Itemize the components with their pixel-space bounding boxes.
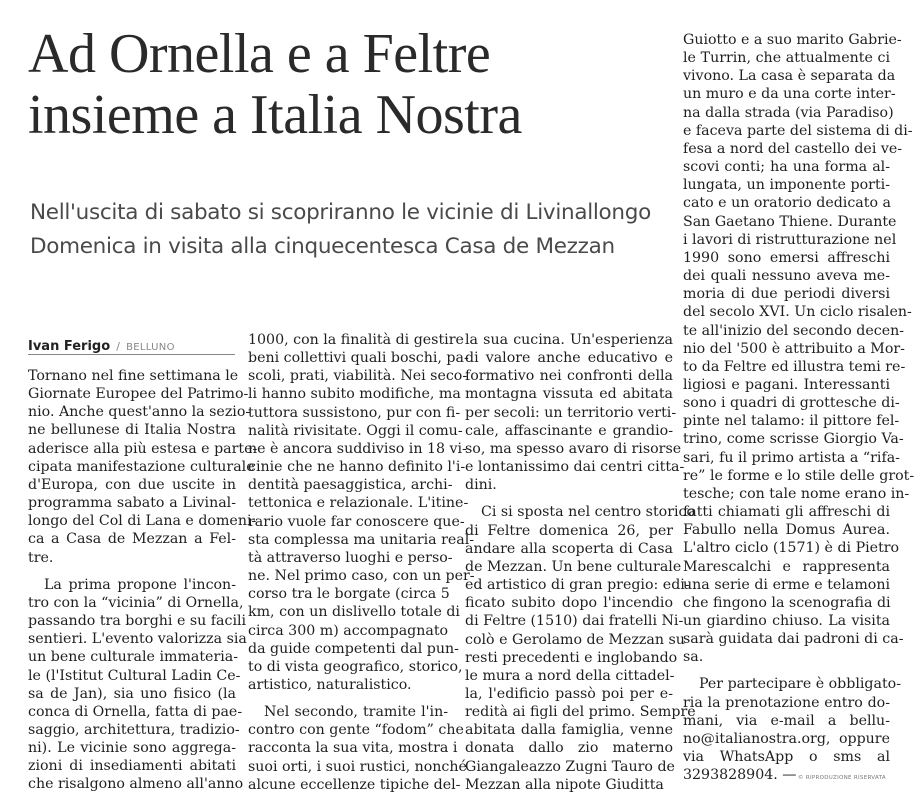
text-line: programma sabato a Livinal- <box>28 495 236 512</box>
text-line: che fingono la scenografia di <box>683 594 891 611</box>
text-line: ne. Nel primo caso, con un per- <box>248 568 475 585</box>
text-line: un bene culturale immateria- <box>28 649 239 666</box>
text-line: na dalla strada (via Paradiso) <box>683 104 894 121</box>
text-line: di Feltre domenica 26, per <box>465 522 673 539</box>
text-line: 3293828904. — <box>683 767 797 784</box>
text-line: di valore anche educativo e <box>465 350 673 367</box>
byline <box>28 339 175 354</box>
byline-location: BELLUNO <box>126 342 175 353</box>
text-line: ligiosi e pagani. Interessanti <box>683 376 890 393</box>
text-line: nio del '500 è attribuito a Mor- <box>683 340 905 357</box>
paragraph-gap <box>683 666 890 675</box>
text-line: che risalgono almeno all'anno <box>28 776 244 793</box>
author-name: Ivan Ferigo <box>28 339 111 354</box>
text-line: dei quali nessuno aveva me- <box>683 268 890 285</box>
text-line: del secolo XVI. Un ciclo risalen- <box>683 304 912 321</box>
text-line: scoli, prati, viabilità. Nei seco- <box>248 368 468 385</box>
text-line: so, ma spesso avaro di risorse <box>465 440 682 457</box>
text-line: La prima propone l'incon- <box>44 576 236 593</box>
text-line: alcune eccellenze tipiche del- <box>248 776 461 793</box>
headline-line-1: Ad Ornella e a Feltre <box>28 23 491 85</box>
text-line: 1990 sono emersi affreschi <box>683 249 890 266</box>
text-line: le (l'Istitut Cultural Ladin Ce- <box>28 667 241 684</box>
text-line: formativo nei confronti della <box>465 368 673 385</box>
text-line: resti precedenti e inglobando <box>465 649 678 666</box>
subheading <box>30 196 690 264</box>
text-line: tro con la “vicinia” di Ornella, <box>28 594 244 611</box>
text-line: Guiotto e a suo marito Gabrie- <box>683 32 902 48</box>
text-line: tuttora sussistono, pur con fi- <box>248 404 461 421</box>
text-line: tettonica e relazionale. L'itine- <box>248 495 469 512</box>
text-line: ficato subito dopo l'incendio <box>465 595 673 612</box>
text-line: aderisce alla più estesa e parte- <box>28 440 258 457</box>
article-column-1 <box>28 367 258 794</box>
text-line: tesche; con tale nome erano in- <box>683 485 910 502</box>
text-line: sa. <box>683 649 704 666</box>
text-line: scovi conti; ha una forma al- <box>683 159 890 176</box>
text-line: da guide competenti dal pun- <box>248 640 459 657</box>
text-line: ca a Casa de Mezzan a Fel- <box>28 531 236 548</box>
text-line: Giornate Europee del Patrimo- <box>28 386 249 403</box>
text-line: tà attraverso luoghi e perso- <box>248 549 453 566</box>
text-line: longo del Col di Lana e domeni- <box>28 513 257 530</box>
text-line: redità ai figli del primo. Sempre <box>465 704 696 721</box>
text-line: sentieri. L'evento valorizza sia <box>28 631 247 648</box>
text-line: ne bellunese di Italia Nostra <box>28 422 236 439</box>
text-line: Tornano nel fine settimana le <box>28 368 239 384</box>
text-line: conca di Ornella, fatta di pae- <box>28 703 243 720</box>
text-line: sari, fu il primo artista a “rifa- <box>683 449 900 466</box>
text-line: to da Feltre ed illustra temi re- <box>683 358 906 375</box>
headline-line-2: insieme a Italia Nostra <box>28 84 522 146</box>
text-line: e faceva parte del sistema di di- <box>683 122 913 139</box>
text-line: nalità rivisitate. Oggi il comu- <box>248 422 463 439</box>
subheading-line-2: Domenica in visita alla cinquecentesca Casa de Mezzan <box>30 234 615 259</box>
text-line: donata dallo zio materno <box>465 740 673 757</box>
text-line: 1000, con la finalità di gestire <box>248 332 464 348</box>
text-line: per secoli: un territorio verti- <box>465 404 677 421</box>
text-line: Marescalchi e rappresenta <box>683 558 890 575</box>
text-line: sarà guidata dai padroni di ca- <box>683 631 904 648</box>
text-line: nio. Anche quest'anno la sezio- <box>28 404 251 421</box>
text-line: lungata, un imponente porti- <box>683 177 890 194</box>
text-line: beni collettivi quali boschi, pa- <box>248 350 469 367</box>
text-line: Per partecipare è obbligato- <box>699 676 901 693</box>
text-line: passando tra borghi e su facili <box>28 613 247 630</box>
text-line: suoi orti, i suoi rustici, nonché <box>248 758 467 775</box>
text-line: cinie che ne hanno definito l'i- <box>248 459 466 476</box>
text-line: racconta la sua vita, mostra i <box>248 740 458 757</box>
text-line: Ci si sposta nel centro storico <box>481 504 696 521</box>
copyright-notice: © RIPRODUZIONE RISERVATA <box>798 775 886 781</box>
text-line: abitata dalla famiglia, venne <box>465 722 673 739</box>
text-line: dini. <box>465 477 497 494</box>
text-line: e lontanissimo dai centri citta- <box>465 459 685 476</box>
text-line: un giardino chiuso. La visita <box>683 613 890 629</box>
text-line: San Gaetano Thiene. Durante <box>683 213 897 230</box>
text-line: dentità paesaggistica, archi- <box>248 477 453 494</box>
text-line: andare alla scoperta di Casa <box>465 540 673 557</box>
text-line: le Turrin, che attualmente ci <box>683 50 890 67</box>
text-line: artistico, naturalistico. <box>248 676 412 693</box>
text-line: zioni di insediamenti abitati <box>28 758 236 775</box>
text-line: la sua cucina. Un'esperienza <box>465 332 673 348</box>
text-line: sa de Jan), sia uno fisico (la <box>28 685 236 702</box>
text-line: le mura a nord della cittadel- <box>465 667 675 684</box>
text-line: L'altro ciclo (1571) è di Pietro <box>683 540 900 557</box>
byline-rule <box>28 354 235 355</box>
text-line: fatti chiamati gli affreschi di <box>683 504 890 521</box>
text-line: sono i quadri di grottesche di- <box>683 395 900 412</box>
text-line: i lavori di ristrutturazione nel <box>683 231 897 248</box>
text-line: Mezzan alla nipote Giuditta <box>465 776 664 793</box>
text-line: tre. <box>28 549 54 566</box>
paragraph-gap <box>465 494 673 503</box>
text-line: saggio, architettura, tradizio- <box>28 721 240 738</box>
text-line: ne è ancora suddiviso in 18 vi- <box>248 440 467 457</box>
text-line: colò e Gerolamo de Mezzan su <box>465 631 685 648</box>
article-column-3 <box>465 331 696 794</box>
text-line: moria di due periodi diversi <box>683 286 890 303</box>
text-line: cipata manifestazione culturale <box>28 458 255 475</box>
text-line: km, con un dislivello totale di <box>248 604 460 621</box>
text-line: Fabullo nella Domus Aurea. <box>683 522 890 539</box>
text-line: circa 300 m) accompagnato <box>248 622 449 639</box>
text-line: cato e un oratorio dedicato a <box>683 195 891 212</box>
text-line: ed artistico di gran pregio: edi- <box>465 577 690 594</box>
text-line: Nel secondo, tramite l'in- <box>264 704 448 721</box>
article-column-2 <box>248 331 475 794</box>
text-line: fesa a nord del castello dei ve- <box>683 140 903 157</box>
text-line: ria la prenotazione entro do- <box>683 694 890 711</box>
article-column-4 <box>683 31 915 784</box>
text-line: to di vista geografico, storico, <box>248 658 463 675</box>
text-line: di Feltre (1510) dai fratelli Ni- <box>465 613 684 630</box>
text-line: re” le forme e lo stile delle grot- <box>683 467 915 484</box>
text-line: mani, via e-mail a bellu- <box>683 712 890 729</box>
subheading-line-1: Nell'uscita di sabato si scopriranno le vicinie di Livinallongo <box>30 200 651 225</box>
text-line: corso tra le borgate (circa 5 <box>248 586 450 603</box>
text-line: via WhatsApp o sms al <box>683 749 890 766</box>
text-line: li hanno subito modifiche, ma <box>248 386 461 403</box>
text-line: sta complessa ma unitaria real- <box>248 531 475 548</box>
text-line: un muro e da una corte inter- <box>683 86 896 103</box>
headline <box>28 24 678 146</box>
text-line: montagna vissuta ed abitata <box>465 386 673 403</box>
text-line: rario vuole far conoscere que- <box>248 513 465 530</box>
text-line: te all'inizio del secondo decen- <box>683 322 905 339</box>
paragraph-gap <box>248 694 448 703</box>
text-line: la, l'edificio passò poi per e- <box>465 685 673 702</box>
byline-separator: / <box>116 340 120 353</box>
text-line: cale, affascinante e grandio- <box>465 422 673 439</box>
text-line: pinte nel talamo: il pittore fel- <box>683 413 900 430</box>
text-line: contro con gente “fodom” che <box>248 722 464 739</box>
text-line: trino, come scrisse Giorgio Va- <box>683 431 904 448</box>
text-line: d'Europa, con due uscite in <box>28 476 236 493</box>
text-line: vivono. La casa è separata da <box>683 68 896 85</box>
text-line: una serie di erme e telamoni <box>683 576 890 593</box>
paragraph-gap <box>28 567 236 576</box>
text-line: no@italianostra.org, oppure <box>683 730 890 747</box>
text-line: ni). Le vicinie sono aggrega- <box>28 740 236 757</box>
text-line: de Mezzan. Un bene culturale <box>465 558 682 575</box>
text-line: Giangaleazzo Zugni Tauro de <box>465 758 675 775</box>
